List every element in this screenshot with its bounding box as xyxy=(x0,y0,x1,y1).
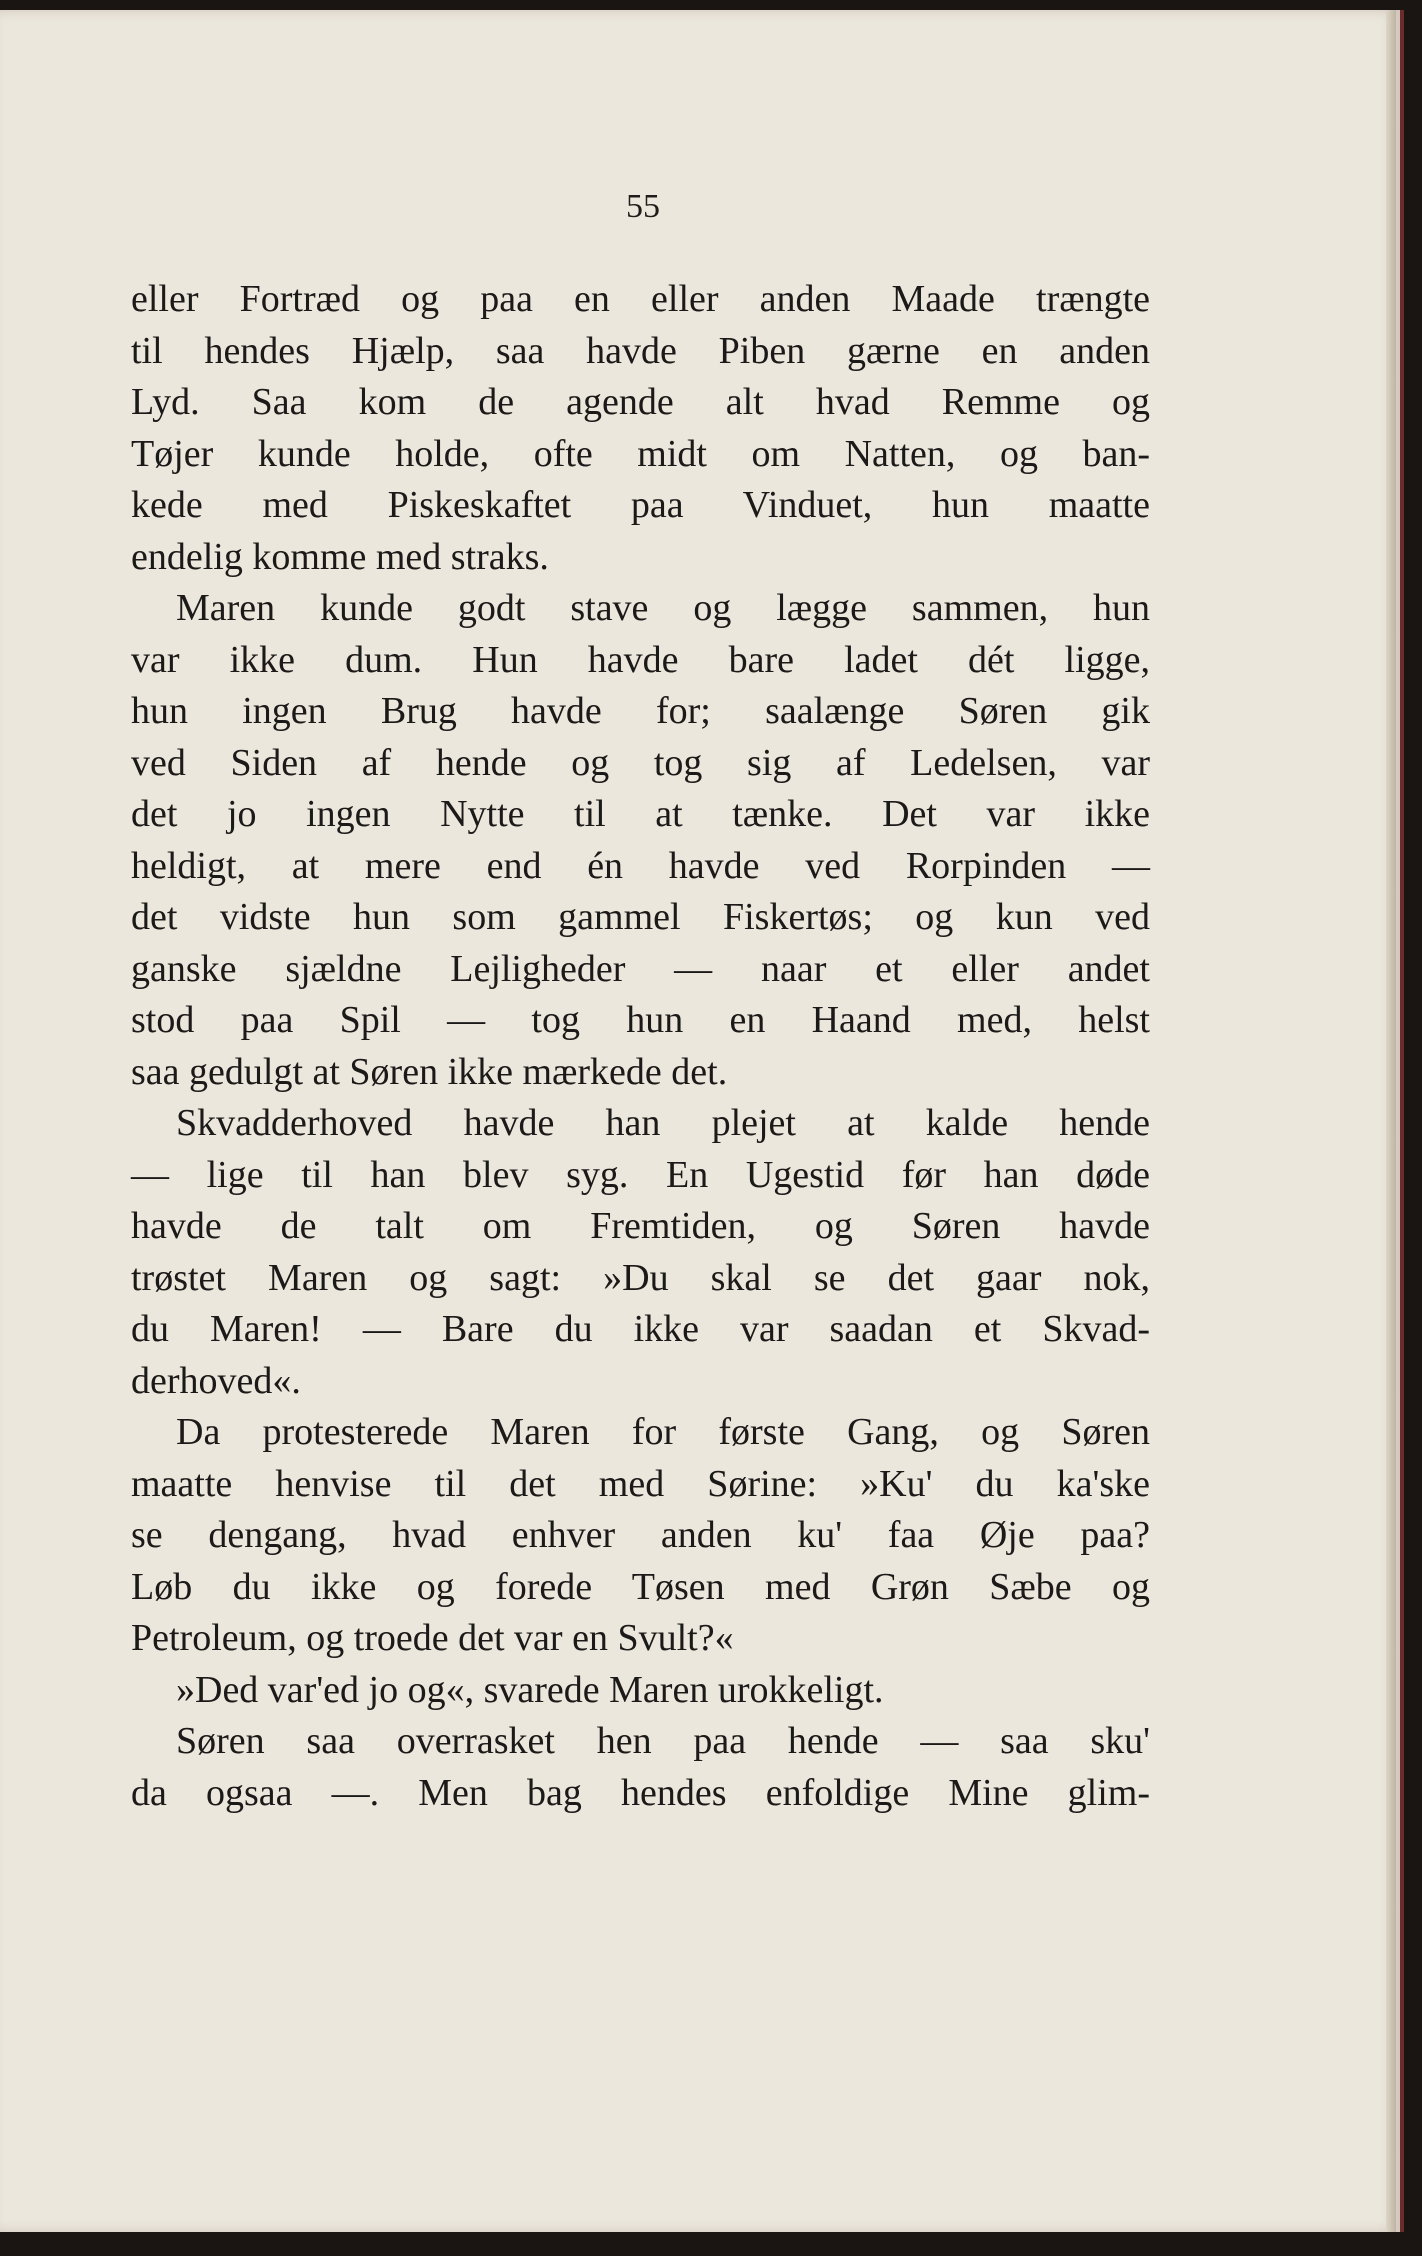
text-line: Løb du ikke og forede Tøsen med Grøn Sæbe og xyxy=(131,1565,1150,1608)
text-line: var ikke dum. Hun havde bare ladet dét ligge, xyxy=(131,638,1150,681)
page-number: 55 xyxy=(626,188,660,225)
text-line: havde de talt om Fremtiden, og Søren havde xyxy=(131,1205,1150,1247)
text-line: Skvadderhoved havde han plejet at kalde hende xyxy=(176,1102,1150,1144)
text-line: hun ingen Brug havde for; saalænge Søren gik xyxy=(131,690,1150,732)
body-text xyxy=(131,274,1150,1819)
text-line: det jo ingen Nytte til at tænke. Det var ikke xyxy=(131,793,1150,835)
text-line: se dengang, hvad enhver anden ku' faa Øje paa? xyxy=(131,1514,1150,1556)
text-line: stod paa Spil — tog hun en Haand med, helst xyxy=(131,999,1150,1041)
text-line: Lyd. Saa kom de agende alt hvad Remme og xyxy=(131,381,1150,423)
text-line: — lige til han blev syg. En Ugestid før han døde xyxy=(131,1153,1150,1196)
text-line: du Maren! — Bare du ikke var saadan et Skvad- xyxy=(131,1308,1150,1350)
text-line: derhoved«. xyxy=(131,1359,301,1402)
text-line: endelig komme med straks. xyxy=(131,535,549,578)
page-edge xyxy=(1386,10,1396,2232)
text-line: Petroleum, og troede det var en Svult?« xyxy=(131,1617,734,1659)
text-line: maatte henvise til det med Sørine: »Ku' du ka'ske xyxy=(131,1462,1150,1505)
text-line: saa gedulgt at Søren ikke mærkede det. xyxy=(131,1050,728,1093)
text-line: heldigt, at mere end én havde ved Rorpinden — xyxy=(131,844,1150,887)
text-line: ganske sjældne Lejligheder — naar et eller andet xyxy=(131,947,1150,990)
text-line: til hendes Hjælp, saa havde Piben gærne en anden xyxy=(131,329,1150,372)
text-line: trøstet Maren og sagt: »Du skal se det gaar nok, xyxy=(131,1256,1150,1299)
text-line: Søren saa overrasket hen paa hende — saa sku' xyxy=(176,1720,1150,1762)
text-line: kede med Piskeskaftet paa Vinduet, hun maatte xyxy=(131,484,1150,526)
text-line: eller Fortræd og paa en eller anden Maade trængte xyxy=(131,278,1150,320)
text-line: Da protesterede Maren for første Gang, og Søren xyxy=(176,1411,1150,1453)
text-line: det vidste hun som gammel Fiskertøs; og kun ved xyxy=(131,896,1150,938)
text-line: Tøjer kunde holde, ofte midt om Natten, og ban- xyxy=(131,432,1150,475)
book-page xyxy=(0,10,1404,2232)
text-line: da ogsaa —. Men bag hendes enfoldige Mine glim- xyxy=(131,1771,1150,1814)
text-line: Maren kunde godt stave og lægge sammen, hun xyxy=(176,587,1150,629)
text-line: ved Siden af hende og tog sig af Ledelsen, var xyxy=(131,741,1150,784)
text-line: »Ded var'ed jo og«, svarede Maren urokkeligt. xyxy=(176,1668,884,1711)
